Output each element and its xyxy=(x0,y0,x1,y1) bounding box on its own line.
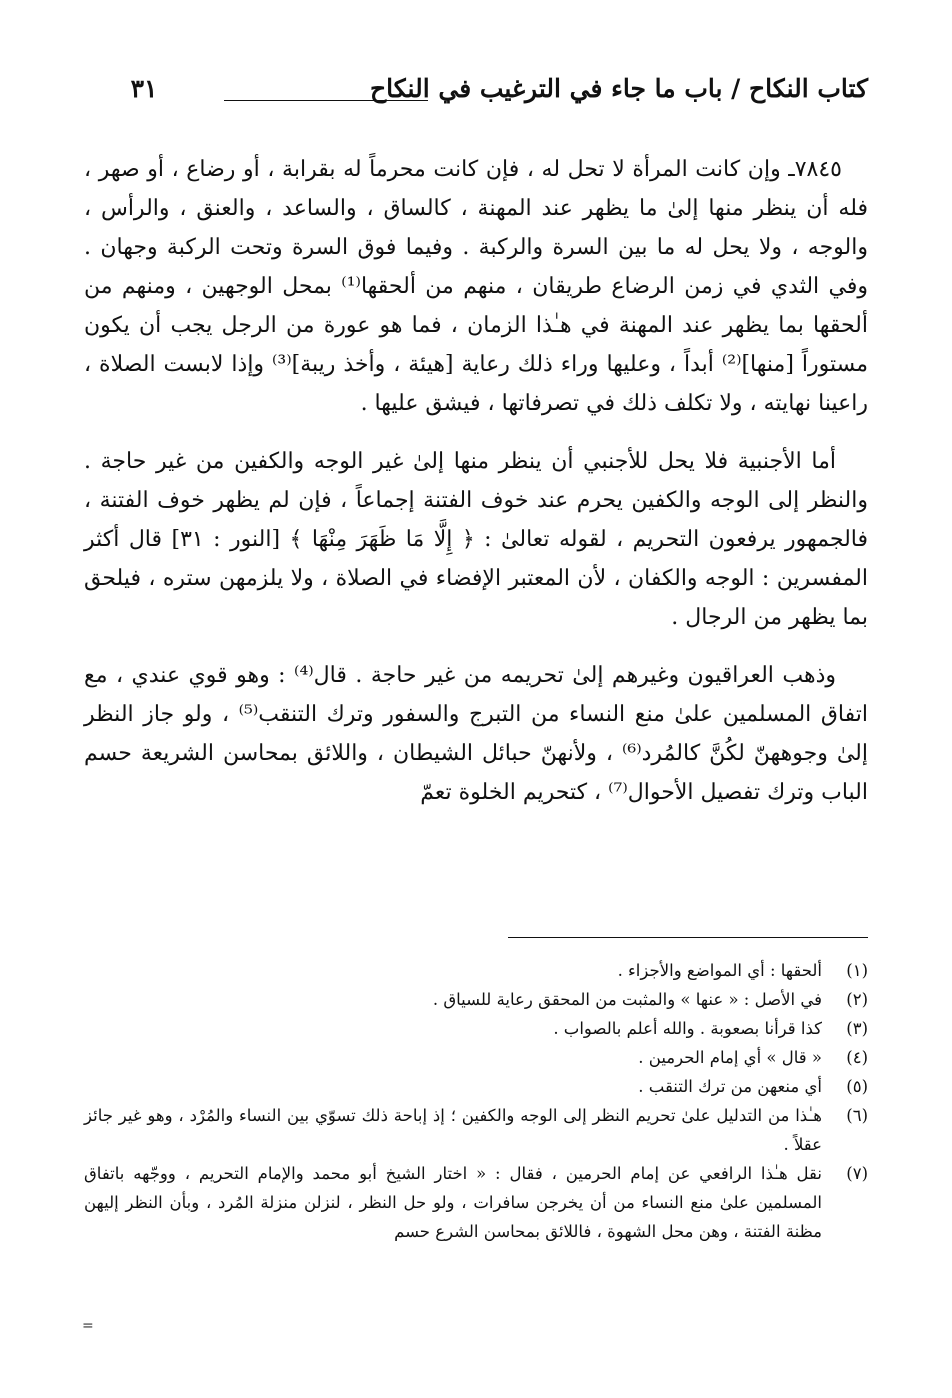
footnote-3 xyxy=(84,1014,868,1043)
paragraph-3: وذهب العراقيون وغيرهم إلىٰ تحريمه من غير حاجة . قال⁽⁴⁾ : وهو قوي عندي ، مع اتفاق المسلمين علىٰ منع النساء من التبرج والسفور وترك التنقب⁽⁵⁾ ، ولو جاز النظر إلىٰ وجوههنّ لكُنَّ كالمُرد⁽⁶⁾ ، ولأنهنّ حبائل الشيطان ، واللائق بمحاسن الشريعة حسم الباب وترك تفصيل الأحوال⁽⁷⁾ ، كتحريم الخلوة تعمّ xyxy=(84,663,868,805)
footnote-number: (٦) xyxy=(846,1106,868,1125)
paragraph-1: ٧٨٤٥ـ وإن كانت المرأة لا تحل له ، فإن كانت محرماً له بقرابة ، أو رضاع ، أو صهر ، فله أن ينظر منها إلىٰ ما يظهر عند المهنة ، كالساق ، والساعد ، والعنق ، والرأس ، والوجه ، ولا يحل له ما بين السرة والركبة . وفيما فوق السرة وتحت الركبة وجهان . وفي الثدي في زمن الرضاع طريقان ، منهم من ألحقها⁽¹⁾ بمحل الوجهين ، ومنهم من ألحقها بما يظهر عند المهنة في هـٰذا الزمان ، فما هو عورة من الرجل يجب أن يكون مستوراً [منها]⁽²⁾ أبداً ، وعليها وراء ذلك رعاية [هيئة ، وأخذ ريبة]⁽³⁾ وإذا لابست الصلاة ، راعينا نهايته ، ولا تكلف ذلك في تصرفاتها ، فيشق عليها . xyxy=(84,157,869,416)
running-header xyxy=(84,74,868,120)
footnote-2 xyxy=(84,985,868,1014)
footnote-6 xyxy=(84,1101,868,1159)
footnote-text: هـٰذا من التدليل علىٰ تحريم النظر إلى الوجه والكفين ؛ إذ إباحة ذلك تسوّي بين النساء والمُرْد ، وهو غير جائز عقلاً . xyxy=(84,1106,822,1154)
footnote-5 xyxy=(84,1072,868,1101)
footnote-text: « قال » أي إمام الحرمين . xyxy=(638,1048,822,1067)
footnote-text: ألحقها : أي المواضع والأجزاء . xyxy=(617,961,822,980)
footnote-text: نقل هـٰذا الرافعي عن إمام الحرمين ، فقال : « اختار الشيخ أبو محمد والإمام التحريم ، ووجّهه باتفاق المسلمين علىٰ منع النساء من أن يخرجن سافرات ، ولو حل النظر ، لنزلن منزلة المُرد ، وبأن النظر إليهن مظنة الفتنة ، وهن محل الشهوة ، فاللائق بمحاسن الشرع حسم xyxy=(84,1164,822,1241)
footnote-7 xyxy=(84,1159,868,1246)
footnote-number: (١) xyxy=(846,961,868,980)
continuation-mark: = xyxy=(82,1318,94,1334)
footnote-number: (٤) xyxy=(846,1048,868,1067)
paragraph-2: أما الأجنبية فلا يحل للأجنبي أن ينظر منها إلىٰ غير الوجه والكفين من غير حاجة . والنظر إلى الوجه والكفين يحرم عند خوف الفتنة إجماعاً ، فإن لم يظهر خوف الفتنة ، فالجمهور يرفعون التحريم ، لقوله تعالىٰ : ﴿ إِلَّا مَا ظَهَرَ مِنْهَا ﴾ [النور : ٣١] قال أكثر المفسرين : الوجه والكفان ، لأن المعتبر الإفضاء في الصلاة ، ولا يلزمهن ستره ، فيلحق بما يظهر من الرجال . xyxy=(84,449,869,630)
header-title: كتاب النكاح / باب ما جاء في الترغيب في النكاح xyxy=(370,74,868,103)
footnote-number: (٢) xyxy=(846,990,868,1009)
footnotes xyxy=(84,956,868,1246)
footnote-1 xyxy=(84,956,868,985)
main-text xyxy=(84,150,868,812)
footnote-number: (٥) xyxy=(846,1077,868,1096)
footnote-4 xyxy=(84,1043,868,1072)
footnote-separator xyxy=(508,937,868,938)
footnote-text: أي منعهن من ترك التنقب . xyxy=(638,1077,822,1096)
footnote-number: (٣) xyxy=(846,1019,868,1038)
page-number: ٣١ xyxy=(130,74,158,103)
footnote-number: (٧) xyxy=(846,1164,868,1183)
footnote-text: كذا قرأنا بصعوبة . والله أعلم بالصواب . xyxy=(553,1019,822,1038)
footnote-text: في الأصل : « عنها » والمثبت من المحقق رعاية للسياق . xyxy=(432,990,822,1009)
header-rule xyxy=(224,100,428,101)
